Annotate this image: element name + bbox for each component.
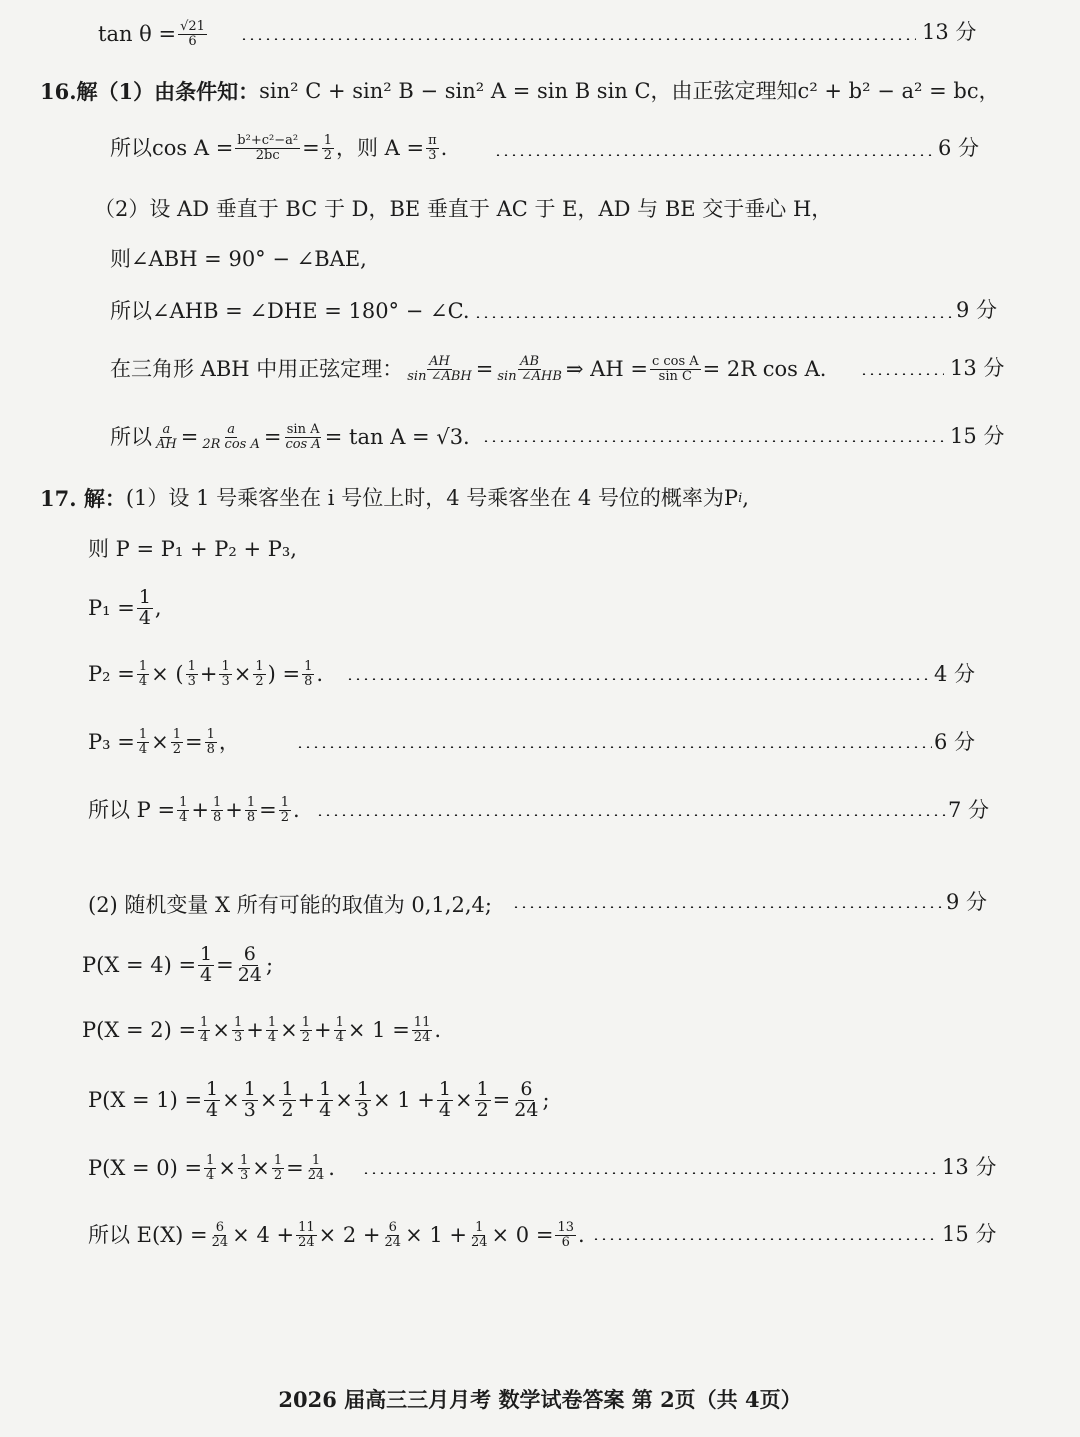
fraction: $\frac{1}{2}$: [323, 132, 332, 163]
line-sine-rule: [110, 348, 826, 390]
fraction: $\frac{1}{8}$: [246, 794, 256, 825]
text: =: [180, 424, 199, 449]
text: =: [492, 1087, 511, 1112]
text: ×: [259, 1087, 278, 1112]
line-angle-abh: [110, 244, 367, 274]
fraction: $\frac{a}{AH}$: [156, 421, 177, 452]
line-q16-part1: [40, 76, 1000, 106]
fraction: $\frac{1}{4}$: [138, 726, 148, 757]
text: P(X = 1) =: [88, 1087, 203, 1112]
line-q17-part1: [40, 482, 749, 514]
fraction: $\frac{1}{24}$: [307, 1152, 325, 1183]
fraction: $\frac{11}{24}$: [298, 1219, 315, 1250]
text: =: [216, 952, 234, 977]
text: P₁ =: [88, 595, 135, 620]
dot-leader: [346, 678, 932, 680]
text: P(X = 4) =: [82, 952, 197, 977]
score-label: 6 分: [934, 730, 976, 754]
fraction: $\frac{1}{24}$: [470, 1219, 488, 1250]
text: ，: [218, 729, 240, 754]
dot-leader: [240, 38, 916, 40]
score-label: 13 分: [942, 1155, 997, 1179]
score-label: 13 分: [950, 356, 1005, 380]
text: ×: [454, 1087, 473, 1112]
text: =: [263, 424, 282, 449]
dot-leader: [860, 373, 944, 375]
line-px4: [82, 940, 273, 990]
subscript: i: [738, 490, 743, 506]
text: × (: [151, 661, 184, 686]
line-px0: [88, 1148, 335, 1188]
text: 则 P = P₁ + P₂ + P₃,: [88, 536, 297, 561]
text: =: [286, 1155, 304, 1180]
line-px2: [82, 1010, 441, 1050]
line-tan-theta: [98, 16, 209, 52]
fraction: $\frac{1}{3}$: [239, 1152, 249, 1183]
fraction: $\frac{1}{4}$: [335, 1014, 344, 1045]
text: 所以 E(X) =: [88, 1222, 208, 1247]
text: = 2R cos A.: [702, 356, 827, 381]
line-p1: [88, 584, 162, 632]
score-label: 9 分: [946, 890, 988, 914]
text: +: [191, 797, 209, 822]
text: ,: [154, 595, 162, 620]
fraction: $\frac{6}{24}$: [211, 1219, 229, 1250]
text: .: [328, 1155, 335, 1180]
fraction: $\frac{1}{4}$: [200, 942, 213, 986]
dot-leader: [592, 1238, 938, 1240]
text: .: [440, 135, 448, 160]
line-tanA: [110, 416, 470, 458]
text: P(X = 2) =: [82, 1017, 197, 1042]
text: ,: [742, 485, 749, 510]
score-label: 7 分: [948, 798, 990, 822]
line-px1: [88, 1074, 550, 1126]
text: × 4 +: [232, 1222, 295, 1247]
text: ⇒ AH =: [565, 356, 648, 381]
fraction: $\frac{1}{4}$: [200, 1014, 209, 1045]
fraction: $\frac{1}{3}$: [221, 658, 230, 689]
dot-leader: [494, 154, 934, 156]
fraction: $\frac{1}{3}$: [356, 1077, 369, 1121]
text: (2) 随机变量 X 所有可能的取值为 0,1,2,4;: [88, 892, 492, 917]
text: ×: [252, 1155, 270, 1180]
text: ×: [151, 729, 169, 754]
text: +: [199, 661, 218, 686]
fraction: $\frac{1}{8}$: [304, 658, 313, 689]
text: 所以: [110, 424, 152, 449]
line-q17-part2: [88, 890, 492, 920]
text: ×: [222, 1087, 240, 1112]
text: ×: [212, 1017, 230, 1042]
line-q16-part2: [94, 194, 832, 224]
fraction: $\frac{1}{2}$: [273, 1152, 283, 1183]
text: =: [259, 797, 277, 822]
text: =: [475, 356, 494, 381]
score-label: 15 分: [942, 1222, 997, 1246]
fraction: $\frac{1}{2}$: [301, 1014, 310, 1045]
text: × 0 =: [491, 1222, 554, 1247]
fraction: $\frac{\text{sin A}}{\text{cos A}}$: [285, 421, 321, 452]
text: sin² C + sin² B − sin² A = sin B sin C，由正弦定理知c² + b² − a² = bc，: [259, 78, 1000, 103]
fraction: $\frac{AB}{\text{sin ∠AHB}}$: [497, 353, 562, 384]
line-angle-ahb: [110, 296, 470, 326]
line-expectation: [88, 1214, 585, 1256]
fraction: $\frac{\pi}{3}$: [428, 132, 437, 163]
score-label: 13 分: [922, 20, 977, 44]
text: P(X = 0) =: [88, 1155, 203, 1180]
fraction: $\frac{6}{24}$: [514, 1077, 539, 1121]
question-label: 16.解（1）由条件知：: [40, 78, 260, 104]
line-p-total: [88, 790, 300, 830]
fraction: $\frac{a}{\text{2R cos A}}$: [202, 421, 260, 452]
fraction: $\frac{1}{4}$: [267, 1014, 277, 1045]
fraction: $\frac{6}{24}$: [384, 1219, 402, 1250]
text: P₂ =: [88, 661, 135, 686]
fraction: $\frac{1}{3}$: [243, 1077, 256, 1121]
text: ×: [335, 1087, 353, 1112]
fraction: $\frac{√21}{6}$: [180, 18, 205, 49]
text: ×: [218, 1155, 236, 1180]
line-cosA: [110, 128, 447, 168]
text: =: [302, 135, 320, 160]
text: =: [185, 729, 203, 754]
fraction: $\frac{1}{3}$: [187, 658, 196, 689]
page-footer: 2026 届高三三月月考 数学试卷答案 第 2页（共 4页）: [278, 1387, 802, 1412]
dot-leader: [296, 746, 932, 748]
dot-leader: [482, 440, 944, 442]
text: P₃ =: [88, 729, 135, 754]
fraction: $\frac{\text{b²+c²−a²}}{2bc}$: [237, 132, 299, 163]
line-p2: [88, 654, 323, 694]
fraction: $\frac{1}{4}$: [179, 794, 188, 825]
fraction: $\frac{1}{4}$: [206, 1077, 219, 1121]
text: = tan A = √3.: [324, 424, 470, 449]
text: +: [314, 1017, 332, 1042]
fraction: $\frac{1}{4}$: [319, 1077, 332, 1121]
fraction: $\frac{13}{6}$: [557, 1219, 574, 1250]
text: ×: [280, 1017, 298, 1042]
text: 所以∠AHB = ∠DHE = 180° − ∠C.: [110, 298, 470, 323]
score-label: 4 分: [934, 662, 976, 686]
text: .: [293, 797, 300, 822]
text: （2）设 AD 垂直于 BC 于 D，BE 垂直于 AC 于 E，AD 与 BE 交于垂心 H，: [94, 196, 833, 221]
text: +: [225, 797, 243, 822]
score-label: 9 分: [956, 298, 998, 322]
fraction: $\frac{1}{2}$: [280, 794, 290, 825]
question-label: 17. 解：: [40, 485, 126, 511]
fraction: $\frac{1}{4}$: [138, 585, 151, 629]
fraction: $\frac{1}{4}$: [206, 1152, 215, 1183]
text: 在三角形 ABH 中用正弦定理：: [110, 356, 404, 381]
text: × 1 +: [372, 1087, 435, 1112]
fraction: $\frac{6}{24}$: [237, 942, 262, 986]
fraction: $\frac{1}{2}$: [255, 658, 264, 689]
text: 所以cos A =: [110, 135, 234, 160]
text: tan θ =: [98, 21, 177, 46]
fraction: $\frac{AH}{\text{sin ∠ABH}}$: [407, 353, 472, 384]
text: +: [297, 1087, 316, 1112]
text: ×: [233, 661, 252, 686]
fraction: $\frac{1}{8}$: [212, 794, 222, 825]
fraction: $\frac{\text{c cos A}}{\text{sin C}}$: [651, 353, 699, 384]
dot-leader: [362, 1172, 938, 1174]
fraction: $\frac{11}{24}$: [413, 1014, 431, 1045]
text: ;: [542, 1087, 550, 1112]
dot-leader: [316, 814, 946, 816]
text: .: [577, 1222, 585, 1247]
text: ，则 A =: [335, 135, 425, 160]
line-p3: [88, 722, 240, 762]
line-p-sum: [88, 534, 297, 564]
fraction: $\frac{1}{8}$: [206, 726, 215, 757]
text: × 2 +: [318, 1222, 381, 1247]
fraction: $\frac{1}{4}$: [138, 658, 148, 689]
text: 所以 P =: [88, 797, 176, 822]
dot-leader: [474, 316, 952, 318]
text: × 1 +: [405, 1222, 467, 1247]
score-label: 6 分: [938, 136, 980, 160]
text: ;: [265, 952, 274, 977]
score-label: 15 分: [950, 424, 1005, 448]
text: 则∠ABH = 90° − ∠BAE,: [110, 246, 367, 271]
text: (1）设 1 号乘客坐在 i 号位上时，4 号乘客坐在 4 号位的概率为P: [125, 485, 739, 510]
text: ) =: [267, 661, 301, 686]
text: .: [434, 1017, 442, 1042]
fraction: $\frac{1}{4}$: [438, 1077, 451, 1121]
dot-leader: [512, 906, 942, 908]
fraction: $\frac{1}{3}$: [233, 1014, 243, 1045]
fraction: $\frac{1}{2}$: [172, 726, 181, 757]
text: +: [246, 1017, 264, 1042]
fraction: $\frac{1}{2}$: [281, 1077, 294, 1121]
fraction: $\frac{1}{2}$: [476, 1077, 489, 1121]
text: × 1 =: [347, 1017, 410, 1042]
text: .: [316, 661, 324, 686]
